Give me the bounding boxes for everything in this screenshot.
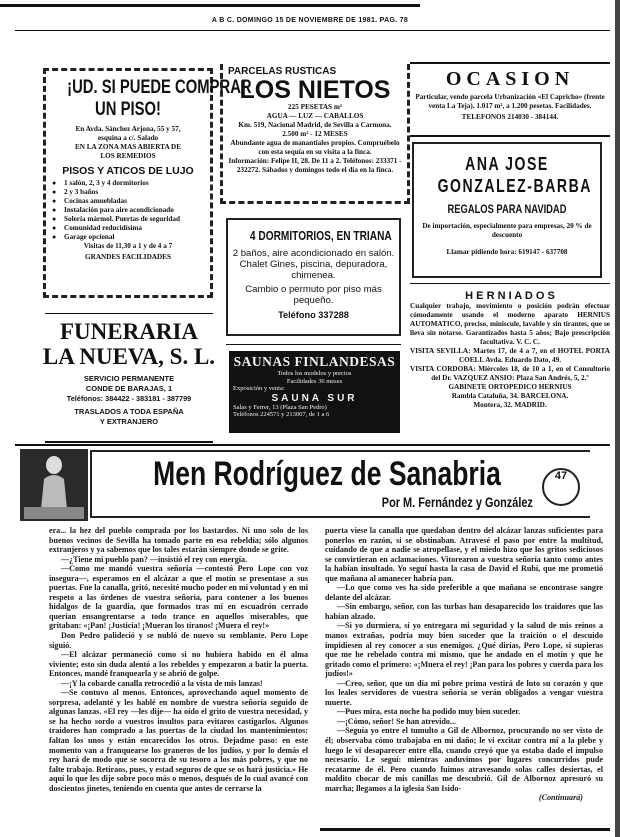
ad-saunas: [229, 351, 400, 433]
article-column-left: [49, 526, 308, 793]
ad-nietos-kicker: PARCELAS RUSTICAS: [228, 66, 337, 77]
article-column-right: [325, 526, 603, 803]
continued-note: (Continuará): [538, 793, 583, 803]
ad-funeraria-address: CONDE DE BARAJAS, 1: [85, 384, 173, 393]
feature-item: ● Garage opcional: [50, 233, 206, 242]
ad-herniados-footer-2: Rambla Cataluña, 34. BARCELONA.: [451, 392, 569, 400]
article-paragraph: —Lo que como ves ha sido preferible a que mañana se encontrase sangre delante del alcázar.: [325, 583, 603, 602]
article-paragraph: —Se contuvo al menos. Entonces, aprovechando aquel momento de sorpresa, adelanté y les hablé en nombre de vuestra señoría seguido de algunas lanzas. «El rey —les dije— ha oído el grito de vuestra necesidad, y se ha hecho sordo a vuestros insultos para evitaros castigarlos. Algunos traidores han comprado a las puertas de la ciudad los mantenimientos: faltan los unos y están encarecidos los otros. Dejadme paso: en este momento van a franquearse los graneros de los judíos, y por lo demás el rey hará de modo que se socorra de su tesoro a los más pobres, y que no falte trabajo. Retiraos, pues, y estad seguros de que se os hará justicia.» He aquí lo que les dije sobre poco más o menos, después de lo cual avancé con doscientos jinetes, teniendo en cuenta que antes de cerrarse la: [49, 688, 308, 793]
ad-ocasion-title: OCASION: [445, 68, 575, 90]
divider: [410, 62, 610, 64]
ad-nietos-services: AGUA — LUZ — CABALLOS: [266, 112, 364, 120]
ad-funeraria-service: SERVICIO PERMANENTE: [83, 374, 175, 383]
ad-nietos-price: 225 PESETAS m²: [288, 103, 342, 111]
article-paragraph: —¡Cómo, señor! Se han atrevido...: [337, 716, 457, 726]
chapter-number: [542, 468, 580, 506]
article-paragraph: —El alcázar permaneció como si no hubiera habido en él alma viviente; esto sin duda alentó a los rebeldes y empezaron a batir la puerta. Entonces, mandé franquearla y se abrió de golpe.: [49, 650, 308, 679]
divider: [226, 344, 401, 345]
divider: [15, 444, 610, 446]
article-paragraph: Don Pedro palideció y se nubló de nuevo su semblante. Pero Lope siguió.: [49, 631, 308, 650]
ad-saunas-phones: Teléfonos 224571 y 213007, de 1 a 6: [233, 411, 330, 418]
article-paragraph: —Si yo durmiera, si yo entregara mi seguridad y la salud de mis reinos a manos extrañas, podría muy bien suceder que la traición o el descuido impidiesen al rey conocer a sus enemigos. ¿Qué dirías, Pero Lope, si supieras que me he rebelado contra mí mismo, que he andado en el motín y que he gritado como el primero: «¡Muera el rey! ¡Pan para los pobres y cuerda para los judíos!»: [325, 621, 603, 679]
ad-ana-jose: [412, 142, 602, 278]
ad-piso-zone-2: LOS REMEDIOS: [100, 152, 156, 160]
ad-piso-address: En Avda. Sánchez Arjona, 55 y 57,: [75, 125, 181, 133]
article-paragraph: —Sin embargo, señor, con las turbas han desaparecido los traidores que las habían alzado.: [325, 602, 603, 621]
ad-herniados-visit-cordoba: VISITA CORDOBA: Miércoles 18, de 10 a 1, en el Consultorio del Dr. VAZQUEZ ANSIO: Plaza San Andrés, 5, 2.º: [410, 365, 610, 382]
illustration-portrait: [20, 449, 88, 521]
ad-herniados-footer: GABINETE ORTOPEDICO HERNIUS: [448, 383, 572, 391]
ad-piso-closing: GRANDES FACILIDADES: [85, 253, 171, 261]
article-paragraph: —¡Y la cobarde canalla retrocedió a la vista de mis lanzas!: [61, 678, 263, 688]
article-paragraph: puerta viese la canalla que quedaban dentro del alcázar lanzas suficientes para ponerlos en razón, si se obstinaban. Atravesé el paso por entre la multitud, cuidando de que a nadie se atropellase, y el miedo hizo que los gritos sediciosos se convirtieran en aclamaciones. Vitorearon a vuestra señoría tanto como antes la habían insultado. Yo seguí hasta la casa de David el Rubí, que me prometió que mañana al amanecer habría pan.: [325, 526, 603, 583]
ad-funeraria-title: FUNERARIA: [60, 319, 198, 344]
bottom-rule: [320, 828, 610, 831]
feature-item: ● Instalación para aire acondicionado: [50, 206, 206, 215]
ad-funeraria-transfer: TRASLADOS A TODA ESPAÑA: [74, 407, 184, 416]
ad-triana: [226, 218, 401, 336]
page-edge: [615, 0, 620, 837]
header-rule: [15, 30, 610, 31]
top-rule: [0, 4, 420, 7]
ad-funeraria-title-2: LA NUEVA, S. L.: [42, 344, 216, 369]
ad-piso-title: ¡UD. SI PUEDE COMPRAR: [67, 77, 252, 98]
feature-item: ● Solería mármol. Puertas de seguridad: [50, 215, 206, 224]
ad-funeraria: [40, 320, 218, 427]
ad-ana-body: De importación, especialmente para empresas, 20 % de descuento: [422, 222, 592, 239]
ad-ana-subtitle: REGALOS PARA NAVIDAD: [447, 202, 567, 216]
ad-saunas-line: Todos los modelos y precios: [277, 370, 352, 377]
ad-saunas-brand: SAUNA SUR: [271, 392, 358, 404]
ad-saunas-line: Facilidades 36 meses: [286, 377, 343, 385]
ad-triana-phone: Teléfono 337288: [278, 310, 349, 320]
ad-nietos-info: Información: Felipe II, 28. De 11 a 2. Teléfonos: 233371 - 232272. Sábados y domingos todo el día en la finca.: [228, 157, 402, 174]
feature-item: ● Cocinas amuebladas: [50, 197, 206, 206]
chapter-number-text: 47: [554, 470, 568, 482]
ad-ocasion-phones: TELEFONOS 214030 - 384144.: [461, 113, 559, 121]
article-paragraph: —Creo, señor, que un día mi pobre prima vestirá de luto su corazón y que los leales servidores de vuestra señoría se verán obligados a vengar vuestra muerte.: [325, 678, 603, 707]
divider: [45, 313, 213, 314]
ad-piso-address-2: esquina a c/. Salado: [97, 134, 159, 142]
divider: [45, 441, 213, 443]
ad-piso-zone: EN LA ZONA MAS ABIERTA DE: [74, 143, 182, 151]
article-paragraph: —Seguía yo entre el tumulto a Gil de Albornoz, procurando no ser visto de él; observaba cómo trabajaba en mi daño; le vi excitar contra mí a la plebe y luego le vi desaparecer entre ella, cuando creyó que ya estaba dado el impulso necesario. Le seguí: mientras anduvimos por lugares concurridos pude recatarme de él. Pero cuando fuimos atravesando solas calles desiertas, el maldito chocar de mis canillas me descubrió. Gil de Albornoz apresuró su marcha; llegamos a la iglesia San Isido-: [325, 726, 603, 793]
feature-item: ● 1 salón, 2, 3 y 4 dormitorios: [50, 179, 206, 188]
ad-piso-hours: Visitas de 11,30 a 1 y de 4 a 7: [83, 242, 173, 250]
page-header: A B C. DOMINGO 15 DE NOVIEMBRE DE 1981. PAG. 78: [211, 17, 409, 24]
article-paragraph: —¿Tiene mi pueblo pan? —insistió el rey con energía.: [61, 554, 248, 564]
ad-nietos-size: 2.500 m² - 12 MESES: [282, 130, 348, 138]
feature-item: ● Comunidad reducidísima: [50, 224, 206, 233]
feature-item: ● 2 y 3 baños: [50, 188, 206, 197]
ad-saunas-address: Salas y Ferrer, 13 (Plaza San Pedro): [233, 403, 327, 411]
serial-title: Men Rodríguez de Sanabria: [153, 455, 501, 493]
ad-ocasion: [410, 68, 610, 122]
ad-nietos-body: Abundante agua de manantiales propios. Compruébelo con esta sequía en su visita a la finca.: [230, 139, 400, 156]
ad-ocasion-body: Particular, vendo parcela Urbanización «El Capricho» (frente venta La Teja). 1.017 m², a 1.200 pesetas. Facilidades.: [415, 93, 605, 110]
ad-saunas-title: SAUNAS FINLANDESAS: [233, 354, 396, 369]
ad-piso: [43, 68, 252, 298]
ad-los-nietos: [220, 64, 410, 204]
serial-banner: [90, 450, 590, 518]
ad-piso-subtitle: PISOS Y ATICOS DE LUJO: [62, 165, 194, 177]
divider: [410, 135, 610, 137]
ad-herniados: [410, 290, 610, 410]
serial-byline: Por M. Fernández y González: [381, 494, 533, 510]
ad-saunas-line: Exposición y venta:: [233, 385, 285, 392]
ad-ana-title: ANA JOSE: [465, 154, 549, 174]
knight-figure-icon: [20, 449, 88, 521]
article-paragraph: —Pues mira, esta noche ha podido muy bien suceder.: [337, 707, 521, 717]
ad-triana-offer: Cambio o permuto por piso más pequeño.: [245, 284, 382, 306]
ad-piso-features: [50, 179, 206, 242]
ad-herniados-body: Cualquier trabajo, movimiento o posición podrán efectuar cómodamente usando el moderno aparato HERNIUS AUTOMATICO, preciso, miniscule, lavable y sin tirantes, que se lleva sin notarse. Garantizados hasta 5 años; Bajo prescripción facultativa. V. C. C.: [410, 302, 610, 346]
ad-funeraria-transfer-2: Y EXTRANJERO: [99, 417, 159, 426]
article-paragraph: —Como me mandó vuestra señoría —contestó Pero Lope con voz insegura—, esperamos en el alcázar a que el motín se presentase a sus puertas. Fue la canalla, gritó, necesité mucho poder en mi voluntad y en mi respeto a las órdenes de vuestra señoría, para contener a los buenos hidalgos de la guardia, que formados tras mí en escuadrón cerrado querían ensangrentarse a todo trance en aquellos miserables, que gritaban: «¡Pan! ¡Justicia! ¡Mueran los tiranos! ¡Muera el rey!»: [49, 564, 308, 631]
ad-nietos-title: LOS NIETOS: [239, 76, 391, 104]
ad-triana-title: 4 DORMITORIOS, EN TRIANA: [249, 228, 392, 243]
ad-nietos-location: Km. 519, Nacional Madrid, de Sevilla a Carmona.: [238, 121, 392, 129]
divider: [410, 283, 610, 284]
ad-ana-title-2: GONZALEZ-BARBA: [437, 176, 593, 196]
ad-piso-title-2: UN PISO!: [95, 99, 161, 120]
ad-herniados-title: H E R N I A D O S: [465, 290, 555, 302]
ad-funeraria-phones: Teléfonos: 384422 - 383181 - 387799: [66, 394, 192, 403]
article-paragraph: era... la hez del pueblo comprada por los bastardos. Ni uno solo de los buenos vecinos de Sevilla ha tomado parte en esa rebeldía; sólo algunos extranjeros y ya sabemos que los tales estarán siempre donde se grite.: [49, 526, 308, 555]
ad-triana-body: 2 baños, aire acondicionado en salón. Chalet Gines, piscina, depuradora, chimenea.: [232, 248, 395, 281]
ad-herniados-visit-sevilla: VISITA SEVILLA: Martes 17, de 4 a 7, en el HOTEL PORTA COELI. Avda. Eduardo Dato, 49.: [410, 347, 610, 364]
ad-herniados-footer-3: Montera, 32. MADRID.: [473, 401, 547, 409]
ad-ana-phones: Llamar pidiendo hora: 619147 - 637708: [446, 248, 568, 256]
